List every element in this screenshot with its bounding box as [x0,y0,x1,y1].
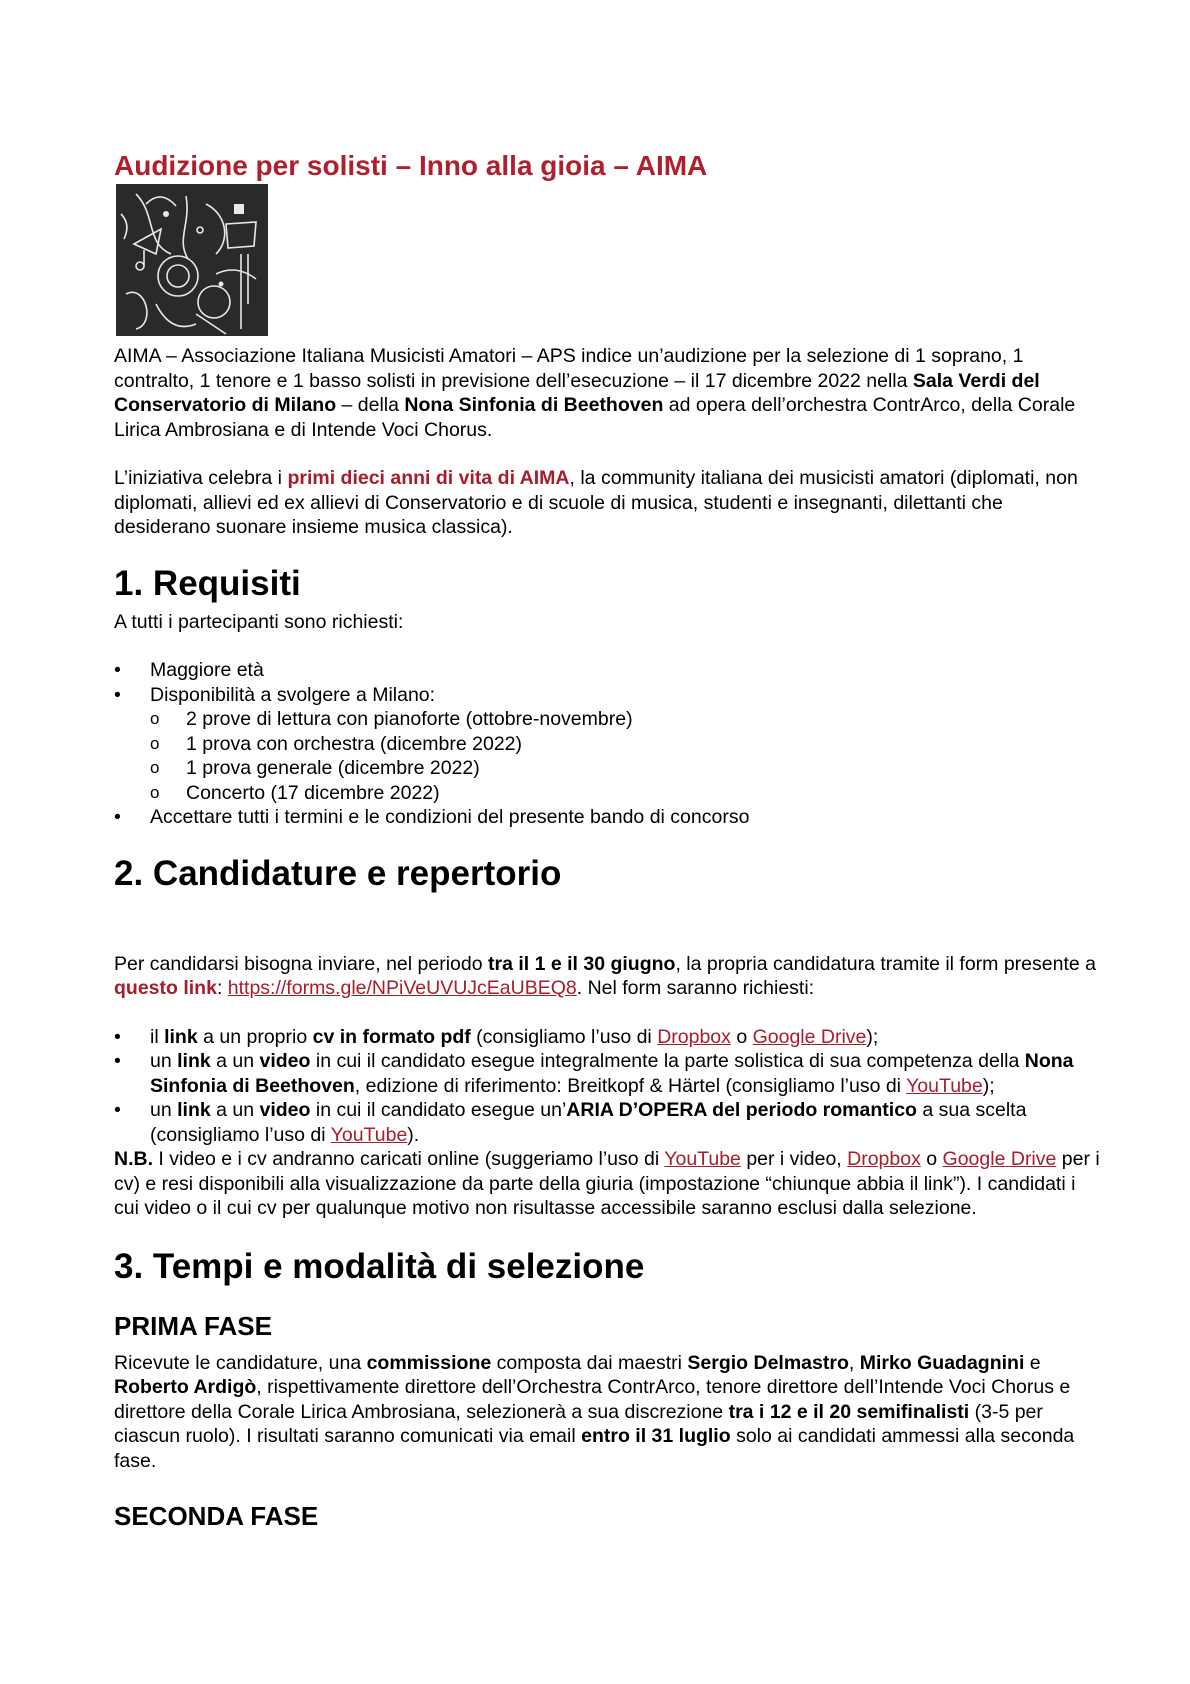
list-item: • un link a un video in cui il candidato esegue integralmente la parte solistica di sua competenza della Nona Sinfonia di Beethoven, edizione di riferimento: Breitkopf & Härtel (consigliamo l’uso di YouTube); [114,1050,1074,1097]
list-item [114,781,1104,806]
nb-paragraph: N.B. I video e i cv andranno caricati online (suggeriamo l’uso di YouTube per i video, Dropbox o Google Drive per i cv) e resi disponibili alla visualizzazione da parte della giuria (impostazione “chiunque abbia il link”). I candidati i cui video o il cui cv per qualunque motivo non risultasse accessibile saranno esclusi dalla selezione. [114,1148,1100,1219]
dropbox-link[interactable]: Dropbox [847,1148,921,1170]
nb-label: N.B. [114,1148,153,1170]
requisiti-sublist [114,707,1104,805]
youtube-link[interactable]: YouTube [664,1148,741,1170]
paragraph-text: Per candidarsi bisogna inviare, nel periodo [114,952,488,975]
bullet-icon: • [114,806,121,828]
circle-bullet-icon: o [150,758,160,777]
list-item [114,732,1104,757]
list-item [114,658,1104,683]
intro-text: – della [336,394,405,416]
list-item: • un link a un video in cui il candidato esegue un’ARIA D’OPERA del periodo romantico a sua scelta (consigliamo l’uso di YouTube). [114,1099,1027,1146]
intro-paragraph-2 [114,466,1104,540]
period-text: tra il 1 e il 30 giugno [487,952,676,975]
requisiti-lead: A tutti i partecipanti sono richiesti: [114,610,404,633]
paragraph-text: : [216,977,228,999]
list-item-text: 1 prova generale (dicembre 2022) [186,757,480,779]
document-title: Audizione per solisti – Inno alla gioia – AIMA [114,150,708,181]
list-item [114,756,1104,781]
dropbox-link[interactable]: Dropbox [657,1025,731,1048]
list-item-text: Disponibilità a svolgere a Milano: [150,683,436,706]
list-item [114,707,1104,732]
list-item-text: Maggiore età [150,659,264,681]
phase-heading-prima: PRIMA FASE [114,1310,272,1341]
candidature-list [114,1025,1104,1148]
list-item: • il link a un proprio cv in formato pdf (consigliamo l’uso di Dropbox o Google Drive); [114,1025,879,1048]
intro-paragraph-1 [114,344,1104,442]
highlight-text: primi dieci anni di vita di AIMA [287,467,570,489]
section-heading-candidature: 2. Candidature e repertorio [114,853,562,893]
bullet-icon: • [114,683,121,706]
venue-name: Sala Verdi del Conservatorio di Milano [114,369,1040,416]
google-drive-link[interactable]: Google Drive [942,1148,1057,1170]
circle-bullet-icon: o [150,709,160,728]
google-drive-link[interactable]: Google Drive [752,1025,867,1048]
section-heading-tempi: 3. Tempi e modalità di selezione [114,1246,645,1286]
bullet-icon: • [114,1050,121,1072]
work-name: Nona Sinfonia di Beethoven [404,394,664,416]
list-item-text: 2 prove di lettura con pianoforte (ottobre-novembre) [186,708,633,730]
aima-logo-image [116,184,268,336]
requisiti-list [114,658,1104,707]
youtube-link[interactable]: YouTube [330,1123,408,1146]
intro-text: , la community italiana dei musicisti amatori (diplomati, non diplomati, allievi ed ex allievi di Conservatorio e di scuole di musica, studenti e insegnanti, dilettanti che desiderano suonare insieme musica classica). [114,467,1078,538]
youtube-link[interactable]: YouTube [906,1074,983,1097]
intro-text: ad opera dell’orchestra ContrArco, della Corale Lirica Ambrosiana e di Intende Voci Chorus. [114,394,1076,441]
candidature-paragraph [114,952,1104,1001]
list-item [114,683,1104,708]
intro-text: AIMA – Associazione Italiana Musicisti Amatori – APS indice un’audizione per la selezione di 1 soprano, 1 contralto, 1 tenore e 1 basso solisti in previsione dell’esecuzione – il 17 dicembre 2022 nella [114,345,1024,392]
circle-bullet-icon: o [150,782,160,802]
list-item [114,805,1104,830]
bullet-icon: • [114,1099,121,1121]
questo-link-label: questo link [114,977,217,999]
intro-text: L’iniziativa celebra i [114,467,288,489]
document-page [114,150,1104,1541]
prima-fase-paragraph: Ricevute le candidature, una commissione composta dai maestri Sergio Delmastro, Mirko Guadagnini e Roberto Ardigò, rispettivamente direttore dell’Orchestra ContrArco, tenore direttore dell’Intende Voci Chorus e direttore della Corale Lirica Ambrosiana, selezionerà a sua discrezione tra i 12 e il 20 semifinalisti (3-5 per ciascun ruolo). I risultati saranno comunicati via email entro il 31 luglio solo ai candidati ammessi alla seconda fase. [114,1351,1075,1472]
list-item-text: Accettare tutti i termini e le condizioni del presente bando di concorso [150,806,750,828]
paragraph-text: . Nel form saranno richiesti: [576,977,815,999]
circle-bullet-icon: o [150,733,160,753]
list-item-text: 1 prova con orchestra (dicembre 2022) [186,732,523,755]
section-heading-requisiti: 1. Requisiti [114,563,301,603]
list-item-text: Concerto (17 dicembre 2022) [186,781,440,804]
phase-heading-seconda: SECONDA FASE [114,1501,319,1531]
form-link[interactable]: https://forms.gle/NPiVeUVUJcEaUBEQ8 [227,977,577,999]
paragraph-text: , la propria candidatura tramite il form presente a [675,952,1096,975]
bullet-icon: • [114,659,121,681]
bullet-icon: • [114,1025,121,1048]
requisiti-list-end [114,805,1104,830]
